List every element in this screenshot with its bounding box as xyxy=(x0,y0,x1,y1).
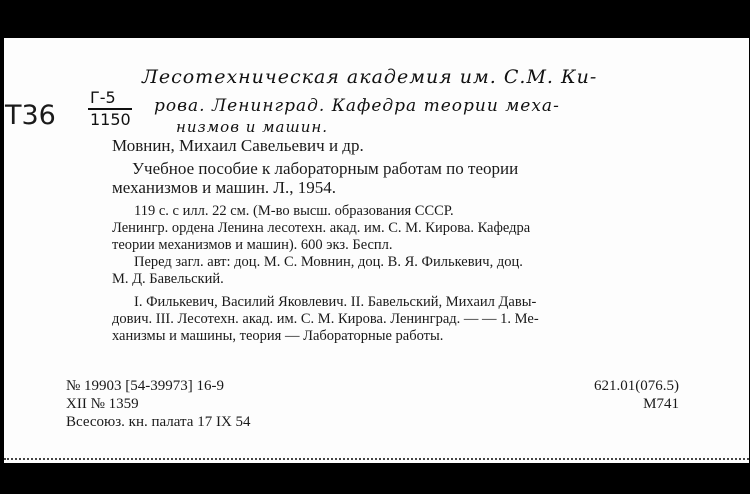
tracing-line-2: дович. III. Лесотехн. акад. им. С. М. Кирова. Ленинград. — — 1. Ме- xyxy=(112,311,539,327)
footer-left-line-2: XII № 1359 xyxy=(66,396,139,412)
description-line-3: теории механизмов и машин). 600 экз. Беспл. xyxy=(112,237,393,253)
handwritten-line-1: Лесотехническая академия им. С.М. Ки- xyxy=(142,66,598,88)
author-mark: М741 xyxy=(643,396,679,412)
title-line-2: механизмов и машин. Л., 1954. xyxy=(112,178,336,197)
title-line-1: Учебное пособие к лабораторным работам по теории xyxy=(132,159,519,178)
description-line-5: М. Д. Бавельский. xyxy=(112,271,224,287)
handwritten-line-3: низмов и машин. xyxy=(176,118,329,136)
tracing-line-1: I. Филькевич, Василий Яковлевич. II. Бавельский, Михаил Давы- xyxy=(134,294,537,310)
handwritten-line-2: рова. Ленинград. Кафедра теории меха- xyxy=(154,96,560,116)
footer-left-line-1: № 19903 [54-39973] 16-9 xyxy=(66,378,225,394)
footer-left-line-3: Всесоюз. кн. палата 17 IX 54 xyxy=(66,414,251,430)
class-code: Т36 xyxy=(5,100,56,131)
tracing-line-3: ханизмы и машины, теория — Лабораторные работы. xyxy=(112,328,444,344)
description-line-1: 119 с. с илл. 22 см. (М-во высш. образования СССР. xyxy=(134,203,454,219)
catalog-card xyxy=(4,38,749,463)
description-line-4: Перед загл. авт: доц. М. С. Мовнин, доц. В. Я. Филькевич, доц. xyxy=(134,254,523,270)
fraction-bottom: 1150 xyxy=(90,110,131,129)
author: Мовнин, Михаил Савельевич и др. xyxy=(112,136,364,155)
description-line-2: Ленингр. ордена Ленина лесотехн. акад. им. С. М. Кирова. Кафедра xyxy=(112,220,531,236)
bottom-dotted-edge xyxy=(4,458,749,460)
fraction-top: Г-5 xyxy=(90,88,116,107)
udc-index: 621.01(076.5) xyxy=(594,378,679,394)
